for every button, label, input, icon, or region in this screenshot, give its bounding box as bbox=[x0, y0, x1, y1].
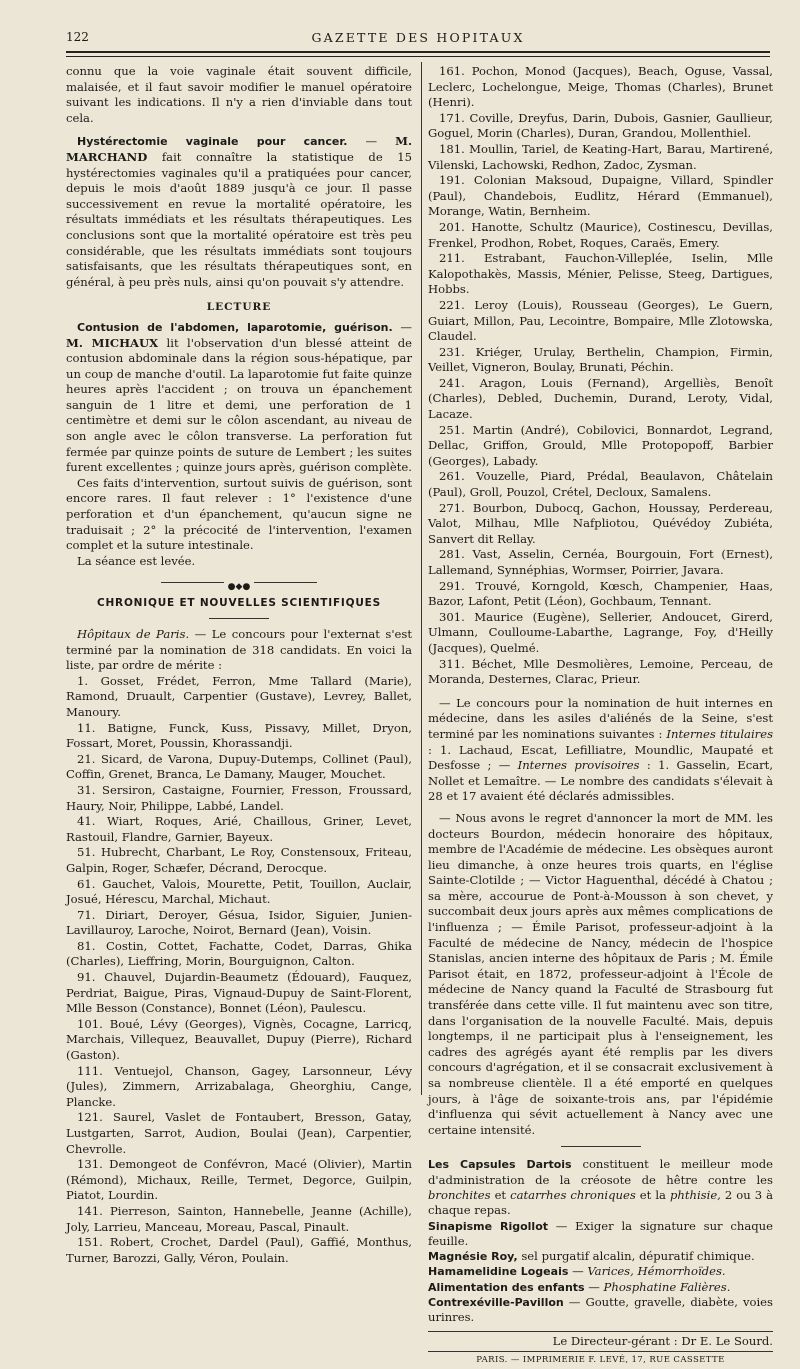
contusion-text: lit l'observation d'un blessé atteint de contusion abdominale dans la région sous-hépatique, par un coup de manche d'outil. La laparotomie fut faite quinze heures après l'accident ; on trouva un épanchement sanguin de 1 litre et demi, une perforation de 1 centimètre et demi sur le côlon ascendant, au niveau de son angle avec le côlon transverse. La perforation fut fermée par quinze points de suture de Lembert ; les suites furent excellentes ; quinze jours après, guérison complète. bbox=[66, 335, 412, 475]
list-item: 171. Coville, Dreyfus, Darin, Dubois, Gasnier, Gaullieur, Goguel, Morin (Charles), Duran, Grandou, Mollenthiel. bbox=[428, 110, 773, 141]
ad-alimentation-label: Alimentation des enfants bbox=[428, 1280, 585, 1294]
list-item: 21. Sicard, de Varona, Dupuy-Dutemps, Collinet (Paul), Coffin, Grenet, Branca, Le Damany, Mauger, Mouchet. bbox=[66, 751, 412, 782]
titulaires-label: Internes titulaires bbox=[666, 726, 774, 741]
ad-capsules-text: et la bbox=[639, 1187, 666, 1202]
ad-sinapisme-label: Sinapisme Rigollot bbox=[428, 1219, 549, 1233]
ad-contrexeville bbox=[428, 1295, 773, 1326]
list-item: 251. Martin (André), Cobilovici, Bonnardot, Legrand, Dellac, Griffon, Grould, Mlle Protopopoff, Barbier (Georges), Labady. bbox=[428, 422, 773, 468]
ad-capsules-italic: bronchites bbox=[428, 1187, 491, 1202]
ad-alimentation-text: — Phosphatine Falières. bbox=[588, 1279, 731, 1294]
ad-magnesie bbox=[428, 1249, 773, 1264]
list-item: 281. Vast, Asselin, Cernéa, Bourgouin, Fort (Ernest), Lallemand, Synnéphias, Wormser, Poirrier, Javara. bbox=[428, 547, 773, 577]
list-item: 141. Pierreson, Sainton, Hannebelle, Jeanne (Achille), Joly, Larrieu, Manceau, Moreau, Pascal, Pinault. bbox=[66, 1203, 412, 1234]
list-item: 301. Maurice (Eugène), Sellerier, Andoucet, Girerd, Ulmann, Coulloume-Labarthe, Lagrange, Foy, d'Heilly (Jacques), Quelmé. bbox=[428, 609, 773, 655]
header-rule-thin bbox=[66, 56, 770, 57]
list-item: 211. Estrabant, Fauchon-Villeplée, Iselin, Mlle Kalopothakès, Massis, Ménier, Pelisse, Steeg, Dartigues, Hobbs. bbox=[428, 251, 773, 297]
list-item: 111. Ventuejol, Chanson, Gagey, Larsonneur, Lévy (Jules), Zimmern, Arrizabalaga, Gheorghiu, Cange, Plancke. bbox=[66, 1063, 412, 1109]
provisoires-label: — Internes provisoires bbox=[498, 758, 640, 773]
ad-sinapisme bbox=[428, 1219, 773, 1250]
list-item: 61. Gauchet, Valois, Mourette, Petit, Touillon, Auclair, Josué, Hérescu, Marchal, Michaut. bbox=[66, 876, 412, 907]
list-item: 71. Diriart, Deroyer, Gésua, Isidor, Siguier, Junien-Lavillauroy, Laroche, Noirot, Bernard (Jean), Voisin. bbox=[66, 907, 412, 938]
hysterectomy-title: Hystérectomie vaginale pour cancer. bbox=[77, 135, 348, 149]
list-item: 31. Sersiron, Castaigne, Fournier, Fresson, Froussard, Haury, Noir, Philippe, Labbé, Landel. bbox=[66, 782, 412, 813]
ad-capsules-text: 2 ou 3 à chaque repas. bbox=[428, 1187, 773, 1218]
list-item: 11. Batigne, Funck, Kuss, Pissavy, Millet, Dryon, Fossart, Moret, Poussin, Khorassandji. bbox=[66, 720, 412, 751]
contusion-paragraph: Contusion de l'abdomen, laparotomie, guérison. — M. MICHAUX lit l'observation d'un blessé atteint de contusion abdominale dans la région sous-hépatique, par un coup de manche d'outil. La laparotomie fut faite quinze heures après l'accident ; on trouva un épanchement sanguin de 1 litre et demi, une perforation de 1 centimètre et demi sur le côlon ascendant, au niveau de son angle avec le côlon transverse. La perforation fut fermée par quinze points de suture de Lembert ; les suites furent excellentes ; quinze jours après, guérison complète. bbox=[66, 319, 413, 475]
externat-paragraph bbox=[66, 627, 412, 674]
externat-text: — Le concours pour l'externat s'est terminé par la nomination de 318 candidats. En voici la liste, par ordre de mérite : bbox=[66, 627, 413, 673]
ad-hamamelidine-text: — Varices, Hémorrhoïdes. bbox=[572, 1264, 726, 1279]
list-item: 151. Robert, Crochet, Dardel (Paul), Gaffié, Monthus, Turner, Barozzi, Gally, Véron, Poulain. bbox=[66, 1235, 412, 1265]
list-item: 131. Demongeot de Confévron, Macé (Olivier), Martin (Rémond), Michaux, Reille, Termet, Degorce, Guilpin, Piatot, Lourdin. bbox=[66, 1157, 412, 1203]
concours-paragraph bbox=[428, 696, 773, 805]
list-item: 1. Gosset, Frédet, Ferron, Mme Tallard (Marie), Ramond, Druault, Carpentier (Gustave), Levrey, Ballet, Manoury. bbox=[66, 673, 412, 719]
list-item: 161. Pochon, Monod (Jacques), Beach, Oguse, Vassal, Leclerc, Lochelongue, Meige, Thomas (Charles), Brunet (Henri). bbox=[428, 64, 773, 110]
list-item: 181. Moullin, Tariel, de Keating-Hart, Barau, Martirené, Vilenski, Lachowski, Redhon, Zadoc, Zysman. bbox=[428, 141, 773, 172]
ad-capsules-italic: phthisie, bbox=[669, 1187, 721, 1202]
ad-sinapisme-text: — Exiger la signature sur chaque feuille. bbox=[428, 1218, 773, 1248]
ad-separator bbox=[561, 1146, 641, 1147]
list-item: 121. Saurel, Vaslet de Fontaubert, Bresson, Gatay, Lustgarten, Sarrot, Audion, Boulai (Jean), Carpentier, Chevrolle. bbox=[66, 1110, 412, 1156]
ad-capsules bbox=[428, 1157, 773, 1218]
section-ornament: ●◆● bbox=[66, 578, 412, 586]
list-item: 221. Leroy (Louis), Rousseau (Georges), Le Guern, Guiart, Millon, Pau, Lecointre, Bompaire, Mlle Zlotowska, Claudel. bbox=[428, 297, 773, 344]
list-item: 191. Colonian Maksoud, Dupaigne, Villard, Spindler (Paul), Chandebois, Eudlitz, Hérard (Emmanuel), Morange, Watin, Bernheim. bbox=[428, 173, 773, 219]
director-signature: Le Directeur-gérant : Dr E. Le Sourd. bbox=[552, 1333, 773, 1348]
lecture-heading: LECTURE bbox=[206, 301, 272, 314]
ad-capsules-text: constituent le meilleur mode d'administration de la créosote de hêtre contre les bbox=[428, 1157, 773, 1187]
ad-capsules-label: Les Capsules Dartois bbox=[428, 1158, 572, 1172]
page-header bbox=[66, 30, 770, 48]
short-rule bbox=[209, 618, 269, 619]
ad-alimentation bbox=[428, 1280, 773, 1295]
list-item: 291. Trouvé, Korngold, Kœsch, Champenier, Haas, Bazor, Lafont, Petit (Léon), Gochbaum, Tennant. bbox=[428, 578, 773, 609]
obituary-paragraph: — Nous avons le regret d'annoncer la mort de MM. les docteurs Bourdon, médecin honoraire des hôpitaux, membre de l'Académie de médecine. Les obsèques auront lieu dimanche, à onze heures trois quarts, en l'église Sainte-Clotilde ; — Victor Haguenthal, décédé à Chatou ; sa mère, accourue de Pont-à-Mousson à son chevet, y succombait deux jours après aux mêmes complications de l'influenza ; — Émile Parisot, professeur-adjoint à la Faculté de médecine de Nancy, médecin de l'hospice Stanislas, ancien interne des hôpitaux de Paris ; M. Émile Parisot était, en 1872, professeur-adjoint à l'École de médecine de Nancy quand la Faculté de Strasbourg fut transférée dans cette ville. Il fut maintenu avec son titre, dans l'organisation de la nouvelle Faculté. Mais, depuis longtemps, il ne participait plus à l'enseignement, les cadres des agrégés ayant été remplis par les divers concours d'agrégation, et il se consacrait exclusivement à sa nombreuse clientèle. Il a été emporté en quelques jours, à l'âge de soixante-trois ans, par l'épidémie d'influenza qui sévit actuellement à Nancy avec une certaine intensité. bbox=[428, 810, 773, 1137]
hysterectomy-paragraph: Hystérectomie vaginale pour cancer. — M. MARCHAND fait connaître la statistique de 15 hystérectomies vaginales qu'il a pratiquées pour cancer, depuis le mois d'août 1889 jusqu'à ce jour. Il passe successivement en revue la mortalité opératoire, les résultats immédiats et les résultats thérapeutiques. Les conclusions sont que la mortalité opératoire est très peu considérable, que les résultats immédiats sont toujours satisfaisants, que les résultats thérapeutiques sont, en général, à peu près nuls, ainsi qu'on pouvait s'y attendre. bbox=[66, 134, 412, 289]
contusion-title: Contusion de l'abdomen, laparotomie, guérison. bbox=[77, 320, 393, 334]
list-item: 81. Costin, Cottet, Fachatte, Codet, Darras, Ghika (Charles), Lieffring, Morin, Bourguignon, Calton. bbox=[66, 938, 412, 969]
ad-contrexeville-text: — Goutte, gravelle, diabète, voies urinres. bbox=[428, 1295, 773, 1325]
contusion-author: M. MICHAUX bbox=[66, 335, 159, 350]
hysterectomy-text: fait connaître la statistique de 15 hystérectomies vaginales qu'il a pratiquées pour cancer, depuis le mois d'août 1889 jusqu'à ce jour. Il passe successivement en revue la mortalité opératoire, les résultats immédiats et les résultats thérapeutiques. Les conclusions sont que la mortalité opératoire est très peu considérable, que les résultats immédiats sont toujours satisfaisants, que les résultats thérapeutiques sont, en général, à peu près nuls, ainsi qu'on pouvait s'y attendre. bbox=[66, 149, 412, 289]
list-item: 91. Chauvel, Dujardin-Beaumetz (Édouard), Fauquez, Perdriat, Baigue, Piras, Vignaud-Dupuy de Saint-Florent, Mlle Besson (Constance), Bonnet (Léon), Paulescu. bbox=[66, 970, 412, 1016]
intro-paragraph: connu que la voie vaginale était souvent difficile, malaisée, et il faut savoir modifier le manuel opératoire suivant les indications. Il n'y a rien d'inviable dans tout cela. bbox=[66, 64, 412, 125]
list-item: 271. Bourbon, Dubocq, Gachon, Houssay, Perdereau, Valot, Milhau, Mlle Nafpliotou, Quévédoy Zubiéta, Sanvert dit Rellay. bbox=[428, 500, 773, 546]
page-number: 122 bbox=[66, 30, 89, 44]
ad-capsules-italic: catarrhes chroniques bbox=[510, 1187, 636, 1202]
printer-line: PARIS. — IMPRIMERIE F. LEVÉ, 17, RUE CASSETTE bbox=[428, 1351, 773, 1369]
list-item: 41. Wiart, Roques, Arié, Chaillous, Griner, Levet, Rastouil, Flandre, Garnier, Bayeux. bbox=[66, 814, 412, 844]
header-rule bbox=[66, 51, 770, 53]
footer-rule bbox=[428, 1331, 773, 1332]
publication-title: GAZETTE DES HOPITAUX bbox=[311, 30, 525, 45]
ad-magnesie-label: Magnésie Roy, bbox=[428, 1250, 518, 1264]
list-item: 51. Hubrecht, Charbant, Le Roy, Constensoux, Friteau, Galpin, Roger, Schæfer, Décrand, Derocque. bbox=[66, 845, 412, 875]
ad-capsules-text: et bbox=[494, 1187, 507, 1202]
list-item: 241. Aragon, Louis (Fernand), Argelliès, Benoît (Charles), Debled, Duchemin, Durand, Leroty, Vidal, Lacaze. bbox=[428, 375, 773, 422]
list-item: 201. Hanotte, Schultz (Maurice), Costinescu, Devillas, Frenkel, Prodhon, Robet, Roques, Caraës, Emery. bbox=[428, 219, 773, 250]
right-column bbox=[428, 64, 773, 1369]
ad-magnesie-text: sel purgatif alcalin, dépuratif chimique. bbox=[521, 1249, 755, 1264]
column-divider bbox=[421, 62, 422, 1095]
left-column bbox=[66, 64, 412, 1266]
list-item: 311. Béchet, Mlle Desmolières, Lemoine, Perceau, de Moranda, Desternes, Clarac, Prieur. bbox=[428, 656, 773, 687]
hysterectomy-author: M. MARCHAND bbox=[66, 134, 412, 164]
chronique-heading: CHRONIQUE ET NOUVELLES SCIENTIFIQUES bbox=[96, 597, 382, 610]
contusion-paragraph-2: Ces faits d'intervention, surtout suivis de guérison, sont encore rares. Il faut relever : 1° l'existence d'une perforation et d'un épanchement, qu'aucun signe ne traduisait ; 2° la précocité de l'intervention, l'examen complet et la suture intestinale. bbox=[66, 475, 412, 553]
concours-text: — Le concours pour la nomination de huit internes en médecine, dans les asiles d'aliénés de la Seine, s'est terminé par les nominations suivantes : bbox=[428, 695, 773, 741]
ad-contrexeville-label: Contrexéville-Pavillon bbox=[428, 1296, 564, 1310]
ad-hamamelidine bbox=[428, 1264, 773, 1279]
externat-lead: Hôpitaux de Paris. bbox=[77, 627, 190, 641]
provisoires-text: : 1. Gasselin, Ecart, Nollet et Lemaître. — Le nombre des candidats s'élevait à 28 et 17 avaient été déclarés admissibles. bbox=[428, 758, 774, 804]
list-item: 231. Kriéger, Urulay, Berthelin, Champion, Firmin, Veillet, Vigneron, Boulay, Brunati, Péchin. bbox=[428, 344, 773, 375]
titulaires-text: : 1. Lachaud, Escat, Lefilliatre, Moundlic, Maupaté et Desfosse ; bbox=[428, 742, 773, 773]
list-item: 261. Vouzelle, Piard, Prédal, Beaulavon, Châtelain (Paul), Groll, Pouzol, Crétel, Decloux, Samalens. bbox=[428, 469, 773, 500]
list-item: 101. Boué, Lévy (Georges), Vignès, Cocagne, Larricq, Marchais, Villequez, Beauvallet, Dupuy (Pierre), Richard (Gaston). bbox=[66, 1016, 412, 1063]
advertisements bbox=[428, 1157, 773, 1325]
ad-hamamelidine-label: Hamamelidine Logeais bbox=[428, 1265, 569, 1279]
seance-line: La séance est levée. bbox=[77, 553, 196, 568]
